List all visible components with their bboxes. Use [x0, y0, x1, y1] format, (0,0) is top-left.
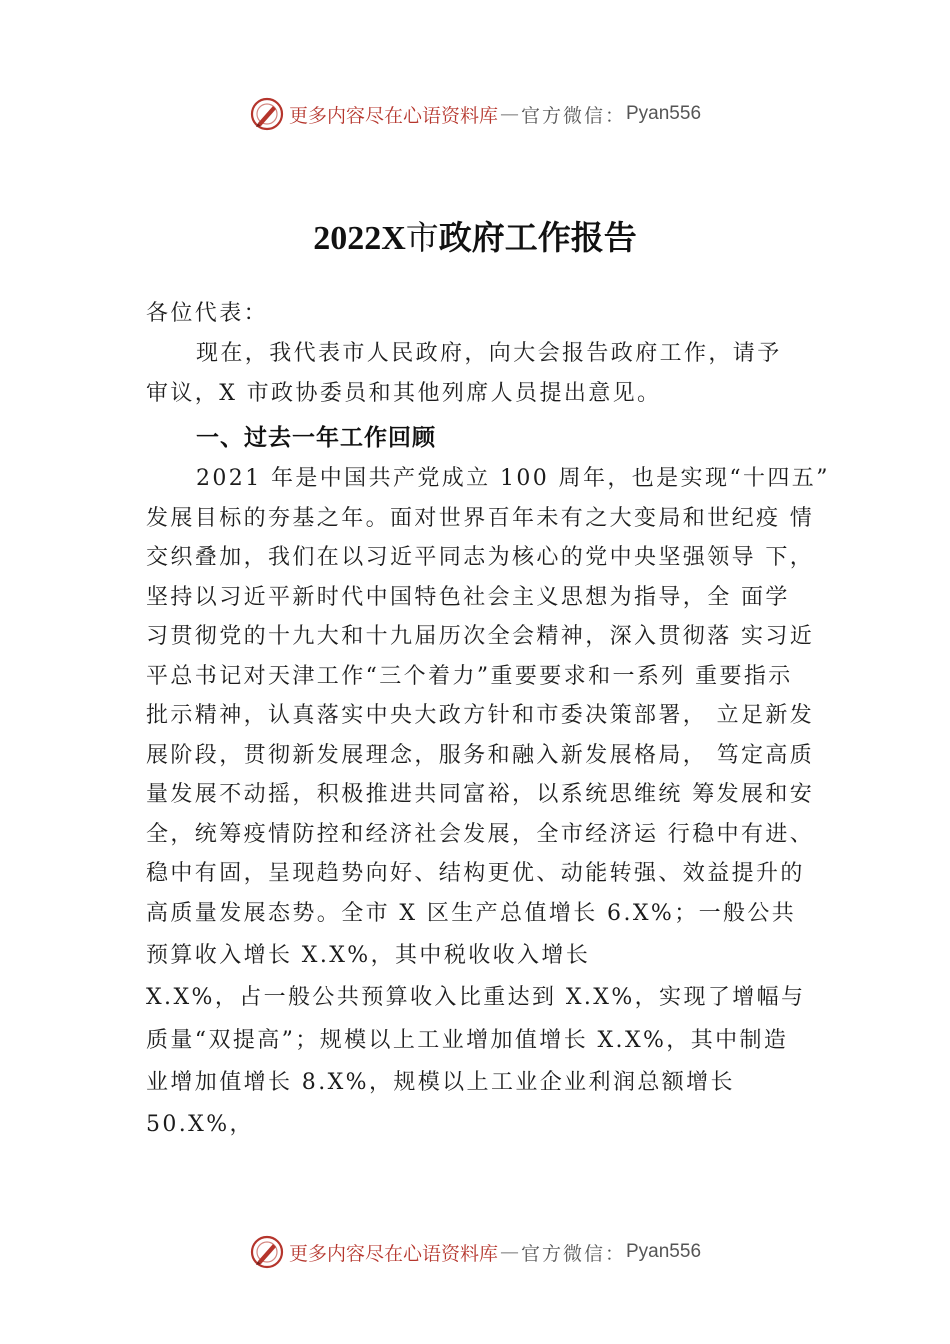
body-line: 批示精神，认真落实中央大政方针和市委决策部署， 立足新发	[146, 703, 815, 728]
body-line: 展阶段，贯彻新发展理念，服务和融入新发展格局， 笃定高质	[146, 743, 815, 768]
title-city: 市	[405, 218, 439, 257]
watermark-banner-bottom	[0, 1232, 950, 1272]
watermark-grey-text: 官方微信：	[520, 104, 626, 127]
body-line: 全，统筹疫情防控和经济社会发展，全市经济运 行稳中有进、	[146, 822, 815, 847]
watermark-dash: —	[499, 1241, 519, 1263]
watermark-red-text: 更多内容尽在心语资料库	[288, 104, 498, 127]
watermark-banner-top	[0, 94, 950, 134]
watermark-wechat-id: Pyan556	[626, 103, 702, 124]
body-line: 业增加值增长 8.X%，规模以上工业企业利润总额增长	[146, 1070, 735, 1095]
body-line: 发展目标的夯基之年。面对世界百年未有之大变局和世纪疫 情	[146, 506, 815, 531]
body-line: 习贯彻党的十九大和十九届历次全会精神，深入贯彻落 实习近	[146, 624, 815, 649]
intro-line: 审议，X 市政协委员和其他列席人员提出意见。	[146, 381, 662, 406]
watermark-grey-text: 官方微信：	[520, 1242, 626, 1265]
salutation: 各位代表：	[146, 301, 269, 326]
body-line: X.X%，占一般公共预算收入比重达到 X.X%，实现了增幅与	[146, 985, 806, 1010]
title-rest: 政府工作报告	[438, 218, 637, 257]
body-line: 平总书记对天津工作“三个着力”重要要求和一系列 重要指示	[146, 664, 793, 689]
section-heading: 一、过去一年工作回顾	[196, 425, 436, 451]
body-line: 2021 年是中国共产党成立 100 周年，也是实现“十四五”	[196, 466, 830, 491]
body-line: 预算收入增长 X.X%，其中税收收入增长	[146, 943, 591, 968]
body-line: 交织叠加，我们在以习近平同志为核心的党中央坚强领导 下，	[146, 545, 815, 570]
body-line: 质量“双提高”；规模以上工业增加值增长 X.X%，其中制造	[146, 1028, 789, 1053]
pen-circle-logo-icon	[249, 1234, 285, 1270]
document-title	[0, 212, 950, 259]
body-line: 稳中有固，呈现趋势向好、结构更优、动能转强、效益提升的	[146, 861, 805, 886]
body-line: 50.X%，	[146, 1112, 254, 1137]
body-line: 高质量发展态势。全市 X 区生产总值增长 6.X%；一般公共	[146, 901, 797, 926]
watermark-wechat-id: Pyan556	[626, 1241, 702, 1262]
intro-line: 现在，我代表市人民政府，向大会报告政府工作，请予	[196, 341, 782, 366]
body-line: 坚持以习近平新时代中国特色社会主义思想为指导，全 面学	[146, 585, 790, 610]
watermark-dash: —	[499, 103, 519, 125]
body-line: 量发展不动摇，积极推进共同富裕，以系统思维统 筹发展和安	[146, 782, 815, 807]
watermark-red-text: 更多内容尽在心语资料库	[288, 1242, 498, 1265]
pen-circle-logo-icon	[249, 96, 285, 132]
title-year: 2022X	[313, 220, 406, 257]
